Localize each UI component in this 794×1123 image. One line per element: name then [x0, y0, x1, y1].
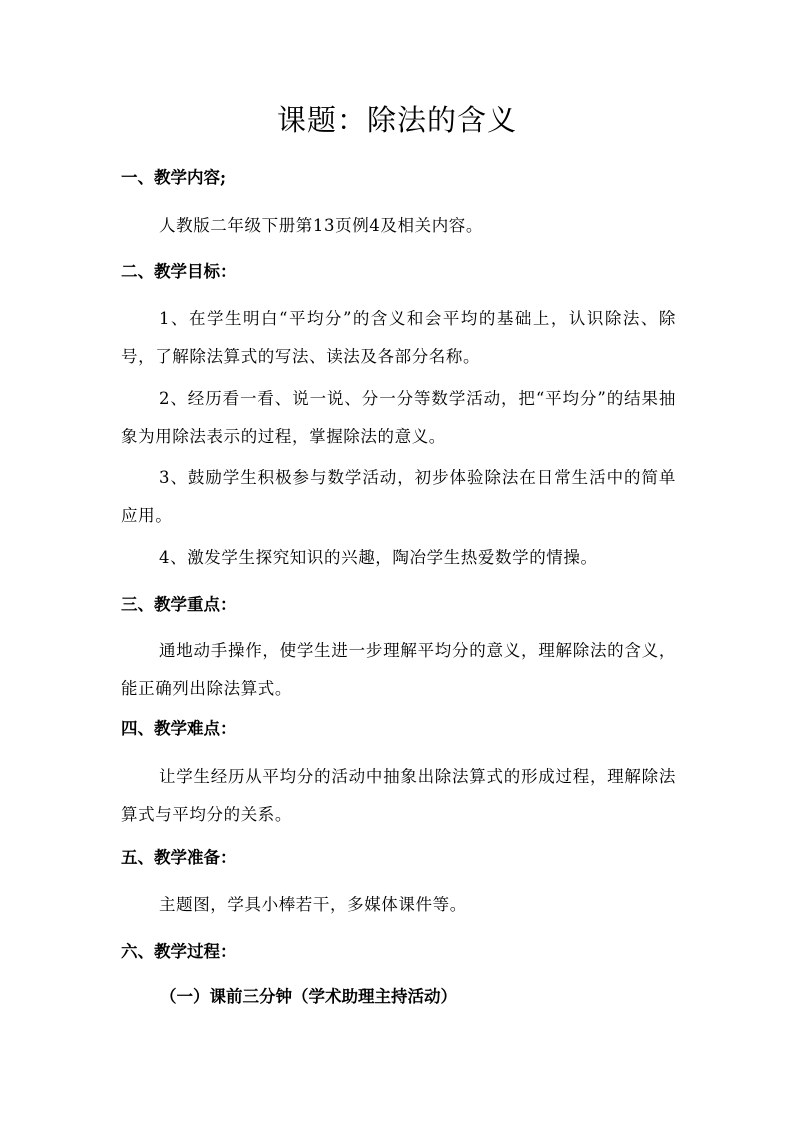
section-heading-content: 一、教学内容; — [121, 168, 227, 187]
section-subheading: （一）课前三分钟（学术助理主持活动） — [160, 987, 457, 1006]
section-paragraph: 1、在学生明白“平均分”的含义和会平均的基础上，认识除法、除号，了解除法算式的写法、读法及各部分名称。 — [121, 309, 676, 366]
section-paragraph: 人教版二年级下册第13页例4及相关内容。 — [159, 216, 483, 235]
section-paragraph: 2、经历看一看、说一说、分一分等数学活动，把“平均分”的结果抽象为用除法表示的过程，掌握除法的意义。 — [121, 389, 676, 446]
section-heading-key-points: 三、教学重点： — [121, 595, 237, 614]
section-paragraph: 3、鼓励学生积极参与数学活动，初步体验除法在日常生活中的简单应用。 — [121, 468, 676, 525]
section-heading-process: 六、教学过程： — [121, 942, 237, 961]
section-heading-difficulties: 四、教学难点： — [121, 719, 237, 738]
section-paragraph: 让学生经历从平均分的活动中抽象出除法算式的形成过程，理解除法算式与平均分的关系。 — [121, 767, 676, 824]
section-paragraph: 主题图，学具小棒若干，多媒体课件等。 — [159, 895, 467, 914]
section-paragraph: 通地动手操作，使学生进一步理解平均分的意义，理解除法的含义，能正确列出除法算式。 — [121, 641, 676, 698]
document-title: 课题：除法的含义 — [276, 103, 517, 137]
section-heading-objectives: 二、教学目标： — [121, 262, 237, 281]
section-heading-preparation: 五、教学准备： — [121, 848, 237, 867]
section-paragraph: 4、激发学生探究知识的兴趣，陶冶学生热爱数学的情操。 — [159, 548, 598, 567]
